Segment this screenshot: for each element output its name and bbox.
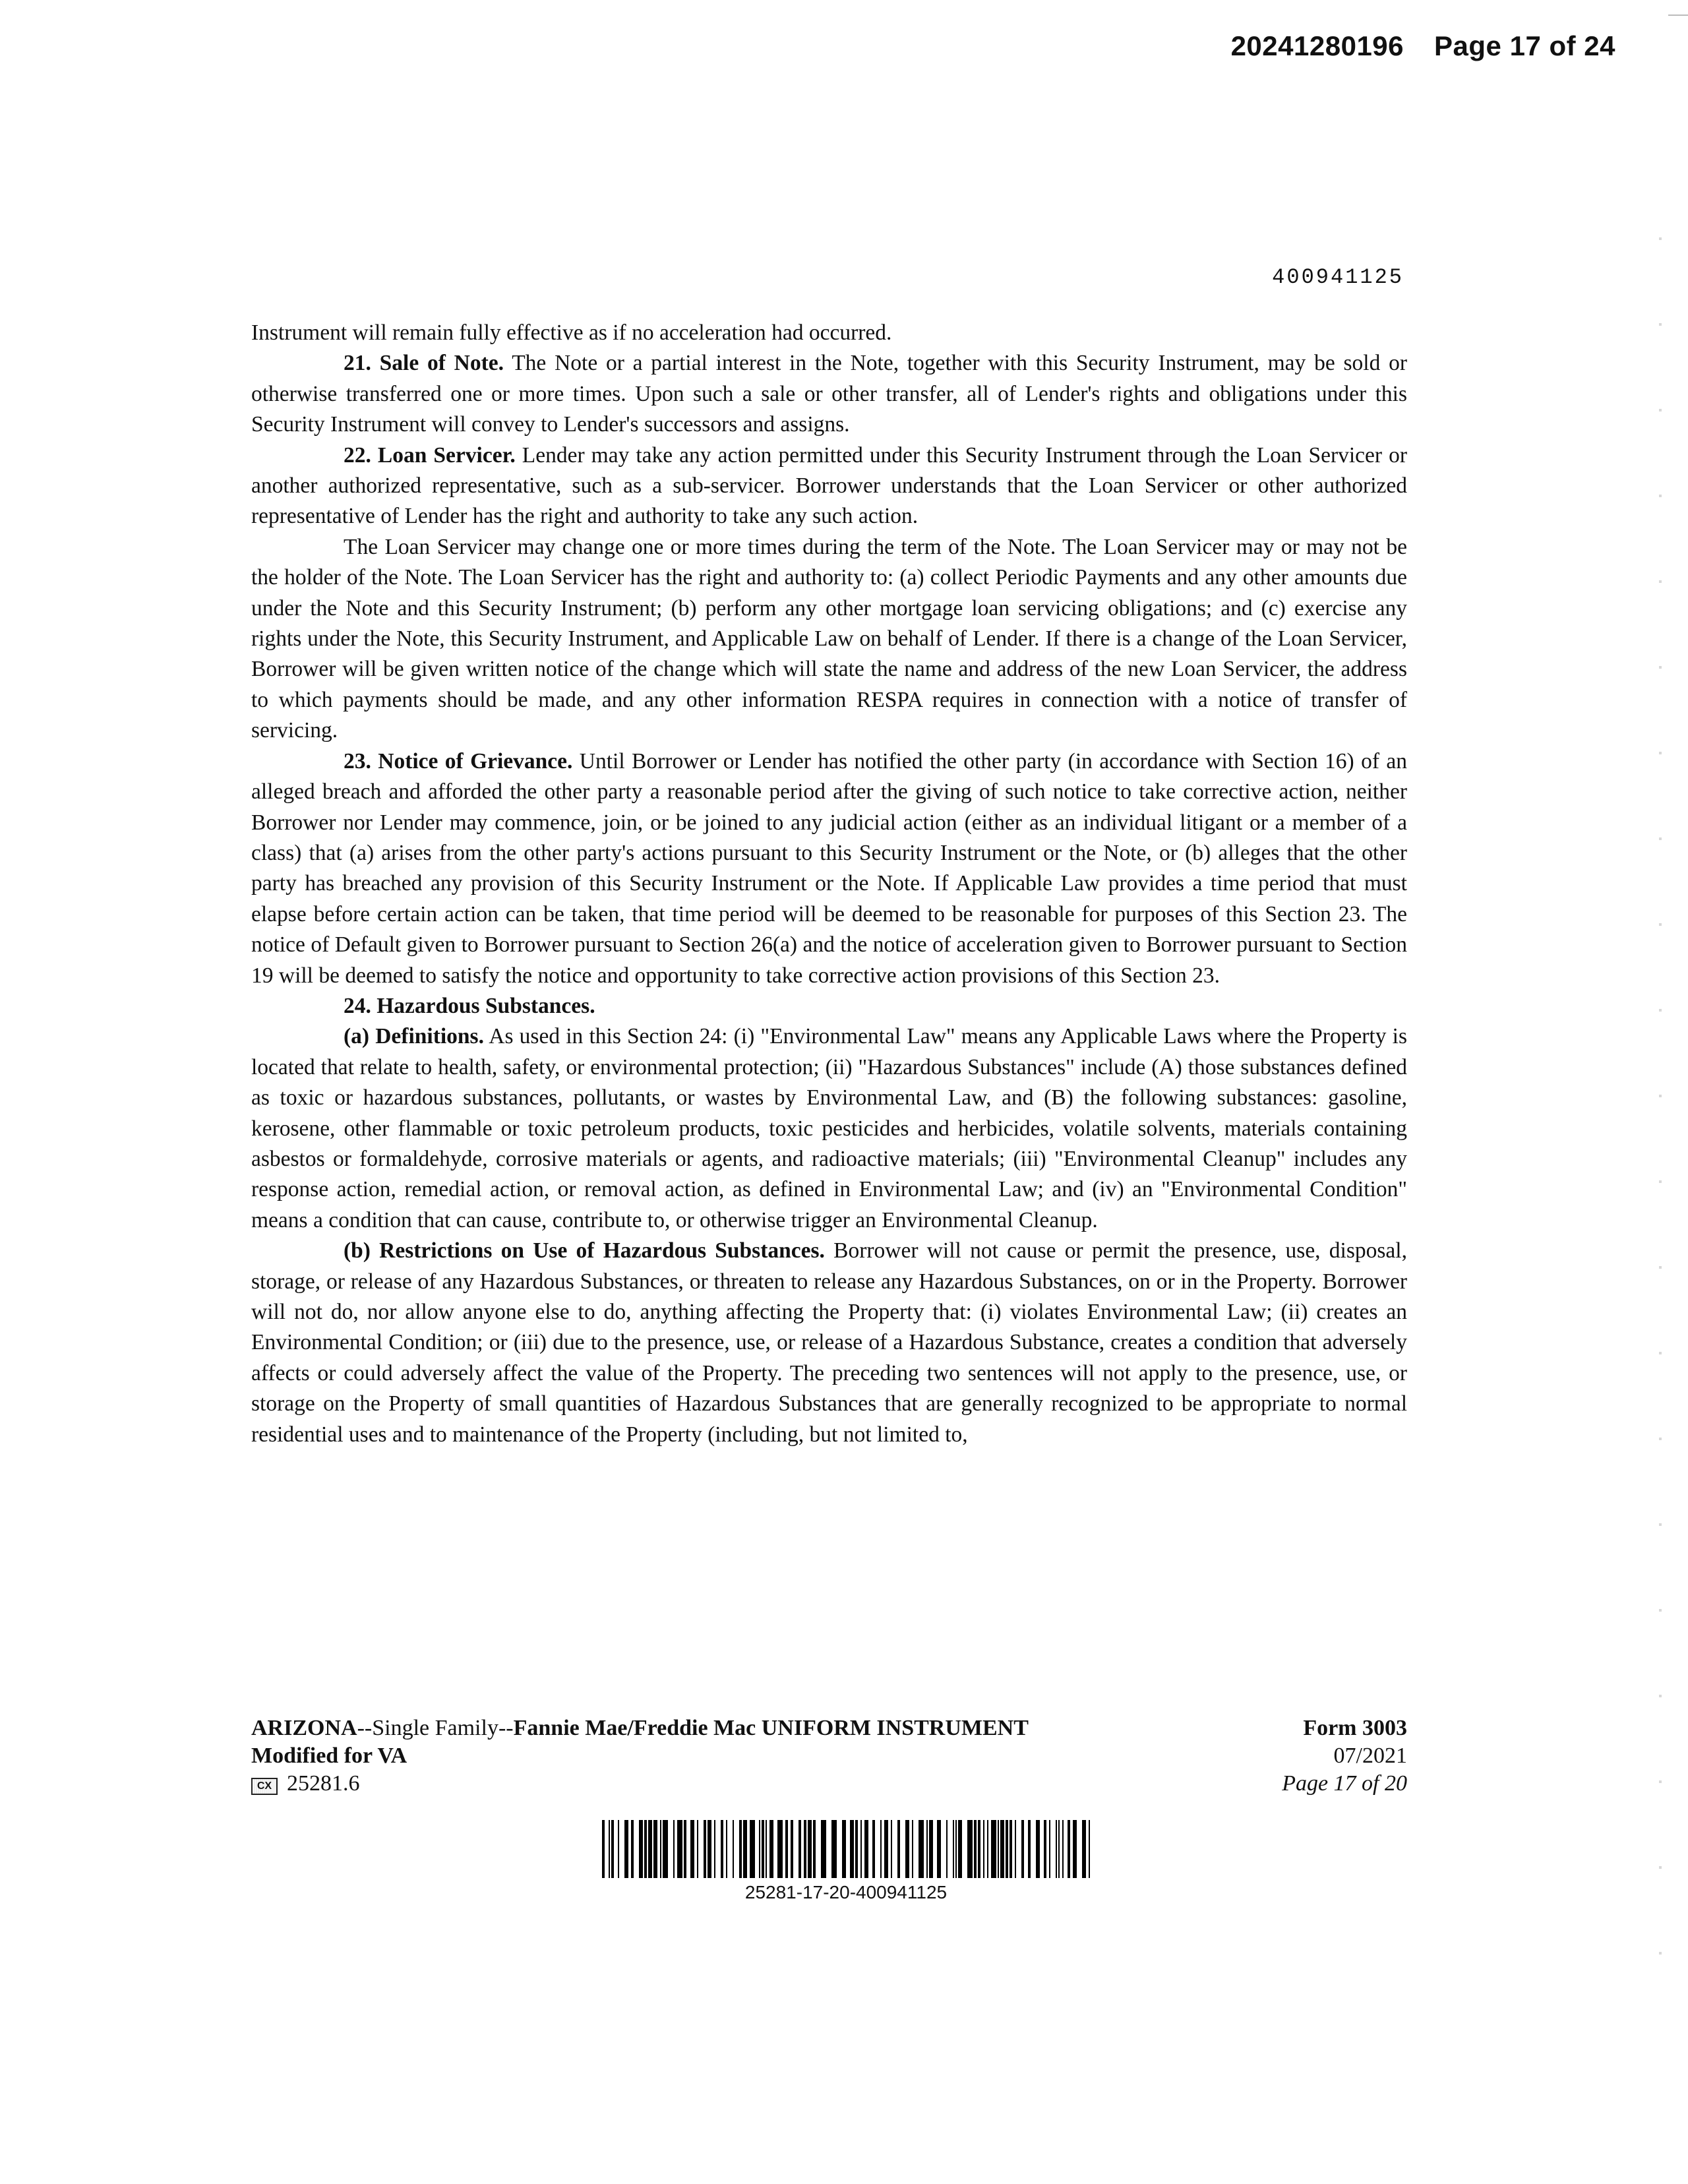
section-heading: (a) Definitions.	[344, 1024, 484, 1049]
paragraph-text: The Note or a partial interest in the Note, together with this Security Instrument, may be sold or otherwise transferred one or more times. Upon such a sale or other transfer, all of Lender's rights and obligations under this Security Instrument will convey to Lender's successors and assigns.	[251, 351, 1407, 437]
section-heading: 23. Notice of Grievance.	[344, 748, 573, 774]
footer-form-number: Form 3003	[1303, 1716, 1407, 1740]
paragraph	[251, 746, 1407, 991]
footer-form-info	[1282, 1714, 1407, 1798]
recording-header	[1231, 30, 1615, 62]
paragraph	[251, 1021, 1407, 1236]
paragraph-text: Until Borrower or Lender has notified the other party (in accordance with Section 16) of an alleged breach and afforded the other party a reasonable period after the giving of such notice to take corrective action, neither Borrower nor Lender may commence, join, or be joined to any judicial action (either as an individual litigant or a member of a class) that (a) arises from the other party's actions pursuant to this Security Instrument or the Note, or (b) alleges that the other party has breached any provision of this Security Instrument or the Note. If Applicable Law provides a time period that must elapse before certain action can be taken, that time period will be deemed to be reasonable for purposes of this Section 23. The notice of Default given to Borrower pursuant to Section 26(a) and the notice of acceleration given to Borrower pursuant to Section 19 will be deemed to satisfy the notice and opportunity to take corrective action provisions of this Section 23.	[251, 748, 1407, 988]
page-label: Page 17 of 24	[1434, 30, 1615, 61]
paragraph	[251, 318, 1407, 348]
paragraph	[251, 348, 1407, 440]
footer-form-code: 25281.6	[287, 1771, 360, 1796]
footer-state: ARIZONA	[251, 1716, 357, 1740]
scan-margin-artifacts	[1659, 198, 1662, 1978]
barcode-text: 25281-17-20-400941125	[744, 1882, 948, 1902]
paragraph-text: Borrower will not cause or permit the presence, use, disposal, storage, or release of any Hazardous Substances, or threaten to release any Hazardous Substances, on or in the Property. Borrower will not do, nor allow anyone else to do, anything affecting the Property that: (i) violates Environmental Law; (ii) creates an Environmental Condition; or (iii) due to the presence, use, or release of a Hazardous Substance, creates a condition that adversely affects or could adversely affect the value of the Property. The preceding two sentences will not apply to the presence, use, or storage on the Property of small quantities of Hazardous Substances that are generally recognized to be appropriate to normal residential uses and to maintenance of the Property (including, but not limited to,	[251, 1238, 1407, 1447]
paragraph	[251, 991, 1407, 1021]
cx-logo-icon: CX	[251, 1778, 278, 1795]
section-heading: 22. Loan Servicer.	[344, 442, 516, 468]
document-body	[251, 318, 1407, 1450]
footer-instrument: Fannie Mae/Freddie Mac UNIFORM INSTRUMENT	[513, 1716, 1029, 1740]
footer-form-title	[251, 1714, 1029, 1798]
paragraph	[251, 1236, 1407, 1450]
barcode-block	[602, 1820, 1090, 1903]
paragraph-text: Lender may take any action permitted under this Security Instrument through the Loan Servicer or another authorized representative, such as a sub-servicer. Borrower understands that the Loan Servicer or other authorized representative of Lender has the right and authority to take any such action.	[251, 442, 1407, 529]
footer-page-of: Page 17 of 20	[1282, 1771, 1407, 1796]
loan-number: 400941125	[1272, 265, 1404, 289]
paragraph	[251, 532, 1407, 746]
section-heading: 21. Sale of Note.	[344, 351, 504, 376]
paragraph-text: The Loan Servicer may change one or more times during the term of the Note. The Loan Servicer may or may not be the holder of the Note. The Loan Servicer has the right and authority to: (a) collect Periodic Payments and any other amounts due under the Note and this Security Instrument; (b) perform any other mortgage loan servicing obligations; and (c) exercise any rights under the Note, this Security Instrument, and Applicable Law on behalf of Lender. If there is a change of the Loan Servicer, Borrower will be given written notice of the change which will state the name and address of the new Loan Servicer, the address to which payments should be made, and any other information RESPA requires in connection with a notice of transfer of servicing.	[251, 534, 1407, 743]
footer-form-date: 07/2021	[1333, 1744, 1407, 1768]
footer-sep: --Single Family--	[357, 1716, 514, 1740]
paragraph-text: Instrument will remain fully effective as if no acceleration had occurred.	[251, 320, 892, 345]
footer-modified: Modified for VA	[251, 1744, 407, 1768]
section-heading: (b) Restrictions on Use of Hazardous Substances.	[344, 1238, 825, 1263]
barcode-icon	[602, 1820, 1090, 1878]
section-heading: 24. Hazardous Substances.	[344, 993, 595, 1018]
paragraph	[251, 440, 1407, 532]
corner-mark	[1668, 15, 1688, 16]
recording-number: 20241280196	[1230, 30, 1404, 61]
paragraph-text: As used in this Section 24: (i) "Environmental Law" means any Applicable Laws where the Property is located that relate to health, safety, or environmental protection; (ii) "Hazardous Substances" include (A) those substances defined as toxic or hazardous substances, pollutants, or wastes by Environmental Law, and (B) the following substances: gasoline, kerosene, other flammable or toxic petroleum products, toxic pesticides and herbicides, volatile solvents, materials containing asbestos or formaldehyde, corrosive materials or agents, and radioactive materials; (iii) "Environmental Cleanup" includes any response action, remedial action, or removal action, as defined in Environmental Law; and (iv) an "Environmental Condition" means a condition that can cause, contribute to, or otherwise trigger an Environmental Cleanup.	[251, 1024, 1407, 1232]
